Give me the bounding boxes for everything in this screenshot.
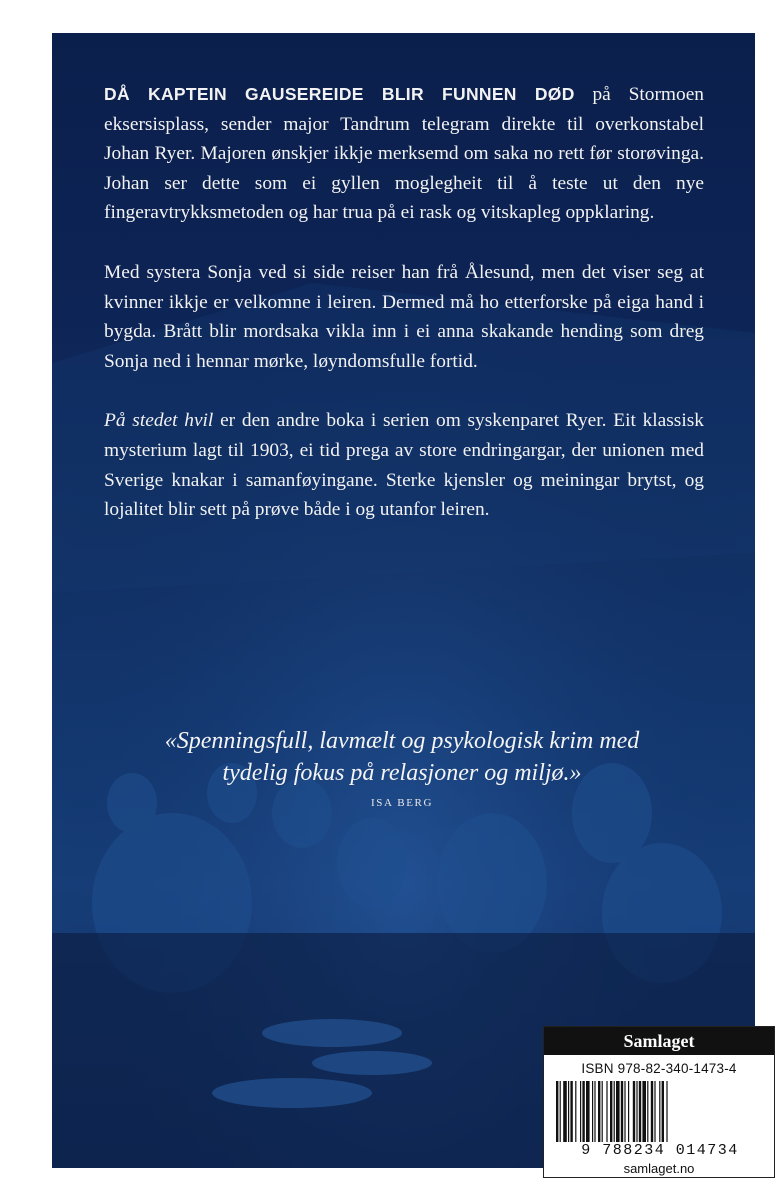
blurb-paragraph-2: Med systera Sonja ved si side reiser han frå Ålesund, men det viser seg at kvinner ikkje er velkomne i leiren. Dermed må ho etterforske på eiga hand i bygda. Brått blir mordsaka vikla inn i ei anna skakande hending som dreg Sonja ned i hennar mørke, løyndomsfulle fortid. [104, 261, 704, 372]
quote-line-2: tydelig fokus på relasjoner og miljø.» [222, 760, 582, 786]
blurb-lead: DÅ KAPTEIN GAUSEREIDE BLIR FUNNEN DØD [104, 84, 575, 104]
ean-digits: 9 788234 014734 [554, 1142, 766, 1159]
barcode-box [543, 1026, 775, 1178]
book-back-cover [52, 33, 755, 1176]
publisher-logo: Samlaget [544, 1027, 774, 1055]
isbn-text: ISBN 978-82-340-1473-4 [581, 1061, 737, 1076]
blurb-paragraph-1-rest: på Stormoen eksersisplass, sender major Tandrum telegram direkte til overkonstabel Johan Ryer. Majoren ønskjer ikkje merksemd om saka no rett før storøvinga. Johan ser dette som ei gyllen moglegheit til å teste ut den nye fingeravtrykksmetoden og har trua på ei rask og vitskapleg oppklaring. [104, 84, 705, 224]
book-title: På stedet hvil [104, 410, 214, 432]
barcode-bars [554, 1081, 766, 1143]
blurb-text [104, 80, 704, 555]
blurb-paragraph-3-rest: er den andre boka i serien om syskenparet Ryer. Eit klassisk mysterium lagt til 1903, ei tid prega av store endringargar, der unionen med Sverige knakar i samanføyingane. Sterke kjensler og meiningar brytst, og lojalitet blir sett på prøve både i og utanfor leiren. [104, 410, 704, 521]
blurb-paragraph-1 [104, 80, 704, 228]
quote-line-1: «Spenningsfull, lavmælt og psykologisk krim med [164, 728, 640, 754]
quote-author: ISA BERG [370, 797, 433, 809]
publisher-website: samlaget.no [623, 1161, 695, 1176]
blurb-paragraph-3 [104, 406, 704, 524]
review-quote [92, 725, 712, 789]
